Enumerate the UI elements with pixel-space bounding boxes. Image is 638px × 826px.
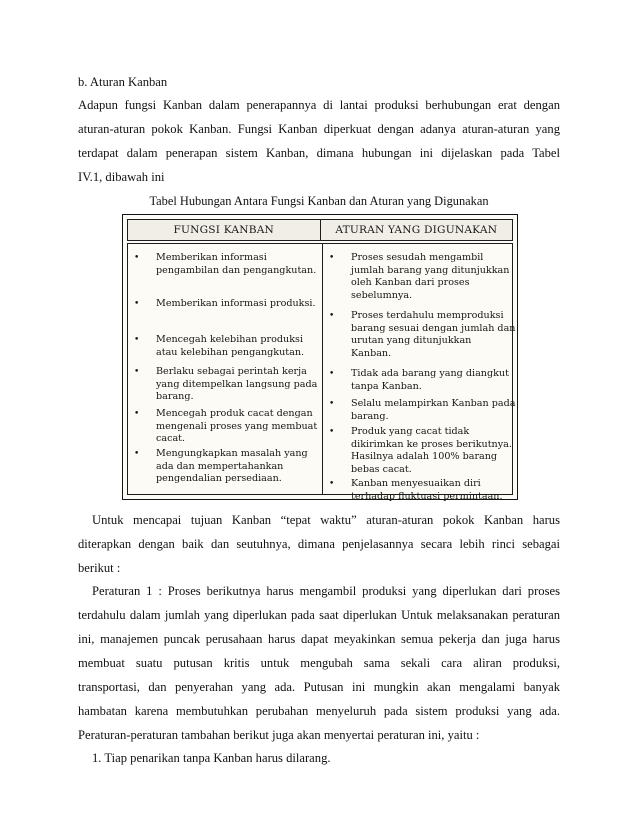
fungsi-item-text: Memberikan informasi pengambilan dan pengangkutan. [156, 252, 317, 276]
bullet: • [134, 449, 140, 459]
intro-line: IV.1, dibawah ini [78, 170, 165, 184]
fungsi-item-text: Berlaku sebagai perintah kerja yang ditempelkan langsung pada barang. [156, 366, 318, 403]
paragraph-line: membuat suatu putusan kritis untuk mengubah sama sekali cara aliran produksi, [78, 656, 560, 670]
paragraph-line: diterapkan dengan baik dan seutuhnya, dimana penjelasannya secara lebih rinci sebagai [78, 537, 560, 551]
aturan-column [322, 244, 516, 502]
aturan-item-text: Tidak ada barang yang diangkut tanpa Kanban. [351, 368, 509, 392]
bullet: • [329, 253, 335, 263]
table-header [127, 219, 513, 241]
fungsi-item-text: Mencegah produk cacat dengan mengenali proses yang membuat cacat. [156, 408, 318, 445]
bullet: • [329, 479, 335, 489]
aturan-item-text: Proses sesudah mengambil jumlah barang yang ditunjukkan oleh Kanban dari proses sebelumnya. [351, 252, 510, 301]
paragraph-line: hambatan karena membutuhkan perubahan menyeluruh pada sistem produksi yang ada. [78, 704, 560, 718]
paragraph-line: Peraturan-peraturan tambahan berikut juga akan menyertai peraturan ini, yaitu : [78, 728, 480, 742]
paragraph-line: terdahulu dalam jumlah yang diperlukan pada saat diperlukan Untuk melaksanakan peraturan [78, 608, 560, 622]
aturan-item-text: Selalu melampirkan Kanban pada barang. [351, 398, 516, 422]
aturan-item-text: Proses terdahulu memproduksi barang sesuai dengan jumlah dan urutan yang ditunjukkan Kanban. [351, 310, 516, 359]
fungsi-item-text: Mencegah kelebihan produksi atau kelebihan pengangkutan. [156, 334, 305, 358]
fungsi-item-text: Mengungkapkan masalah yang ada dan mempertahankan pengendalian persediaan. [156, 448, 308, 485]
bullet: • [329, 399, 335, 409]
bullet: • [134, 253, 140, 263]
fungsi-column [128, 244, 322, 494]
paragraph-line: ini, manajemen puncak perusahaan harus dapat meyakinkan semua pekerja dan juga harus [78, 632, 560, 646]
list-item: 1. Tiap penarikan tanpa Kanban harus dilarang. [92, 751, 331, 765]
table-body [127, 243, 516, 502]
fungsi-item-text: Memberikan informasi produksi. [156, 298, 316, 309]
intro-line: aturan-aturan pokok Kanban. Fungsi Kanban diperkuat dengan adanya aturan-aturan yang [78, 122, 560, 136]
bullet: • [329, 427, 335, 437]
bullet: • [329, 369, 335, 379]
section-heading: b. Aturan Kanban [78, 75, 168, 89]
paragraph-line: transportasi, dan penyerahan yang ada. Putusan ini mungkin akan mengalami banyak [78, 680, 560, 694]
aturan-item-text: Kanban menyesuaikan diri terhadap fluktuasi permintaan. [351, 478, 503, 502]
paragraph-line: Untuk mencapai tujuan Kanban “tepat waktu” aturan-aturan pokok Kanban harus [92, 513, 560, 527]
aturan-item-text: Produk yang cacat tidak dikirimkan ke proses berikutnya. Hasilnya adalah 100% barang bebas cacat. [351, 426, 512, 475]
bullet: • [134, 335, 140, 345]
bullet: • [134, 367, 140, 377]
header-aturan-yang-digunakan: ATURAN YANG DIGUNAKAN [320, 220, 513, 240]
kanban-table-image [122, 214, 518, 500]
table-caption: Tabel Hubungan Antara Fungsi Kanban dan Aturan yang Digunakan [149, 194, 489, 208]
bullet: • [134, 409, 140, 419]
header-fungsi-kanban: FUNGSI KANBAN [173, 224, 275, 236]
bullet: • [134, 299, 140, 309]
paragraph-line: Peraturan 1 : Proses berikutnya harus mengambil produksi yang diperlukan dari proses [92, 584, 560, 598]
paragraph-line: berikut : [78, 561, 121, 575]
intro-line: terdapat dalam penerapan sistem Kanban, dimana hubungan ini dijelaskan pada Tabel [78, 146, 560, 160]
bullet: • [329, 311, 335, 321]
intro-line: Adapun fungsi Kanban dalam penerapannya di lantai produksi berhubungan erat dengan [78, 98, 560, 112]
